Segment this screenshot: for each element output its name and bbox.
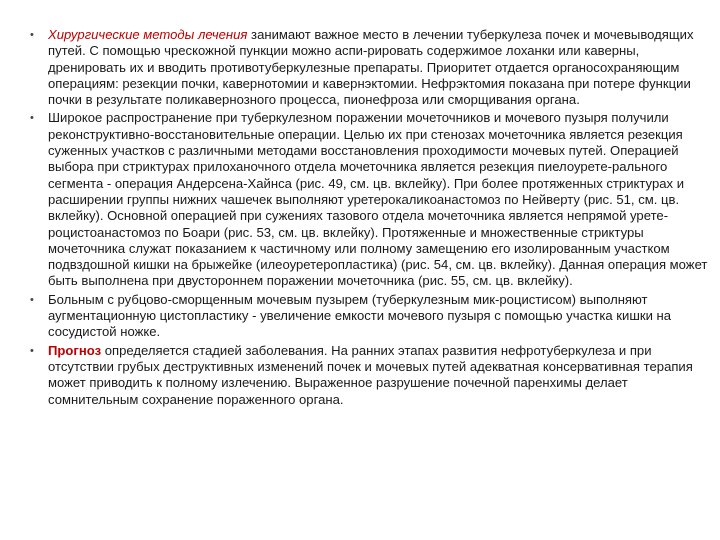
bullet-item-cystoplasty xyxy=(30,292,714,341)
item-body-text: определяется стадией заболевания. На ранних этапах развития нефротуберкулеза и при отсутствии грубых деструктивных изменений почек и мочевых путей адекватная консервативная терапия может приводить к полному излечению. Выраженное разрушение почечной паренхимы делает сомнительным сохранение пораженного органа. xyxy=(48,342,693,407)
bullet-item-reconstructive-operations xyxy=(30,110,714,289)
item-body-text: Широкое распространение при туберкулезном поражении мочеточников и мочевого пузыря получили реконструктивно-восстановительные операции. Целью их при стенозах мочеточника является резекция суженных участков с различными методами восстановления проходимости мочевых путей. Операцией выбора при стриктурах прилоханочного отдела мочеточника является резекция пиелоурете-рального сегмента - операция Андерсена-Хайнса (рис. 49, см. цв. вклейку). При более протяженных стриктурах и расширении группы нижних чашечек выполняют уретерокаликоанастомоз по Нейверту (рис. 51, см. цв. вклейку). Основной операцией при сужениях тазового отдела мочеточника является непрямой урете-роцистоанастомоз по Боари (рис. 53, см. цв. вклейку). Протяженные и множественные стриктуры мочеточника служат показанием к частичному или полному замещению его изолированным участком подвздошной кишки на брыжейке (илеоуретеропластика) (рис. 54, см. цв. вклейку). Данная операция может быть выполнена при двустороннем поражении мочеточника (рис. 55, см. цв. вклейку). xyxy=(48,110,708,289)
bullet-item-surgical-methods xyxy=(30,27,714,108)
bullet-list xyxy=(30,27,714,410)
bullet-item-prognosis xyxy=(30,343,714,408)
item-lead-text: Хирургические методы лечения xyxy=(48,27,248,42)
bullet-dot-icon: • xyxy=(30,112,34,125)
item-lead-text: Прогноз xyxy=(48,342,102,358)
bullet-dot-icon: • xyxy=(30,29,34,41)
item-body-text: Больным с рубцово-сморщенным мочевым пузырем (туберкулезным мик-роцистисом) выполняют аугментационную цистопластику - увеличение емкости мочевого пузыря с помощью участка кишки на сосудистой ножке. xyxy=(48,291,672,340)
bullet-dot-icon: • xyxy=(30,344,34,357)
item-body-text: занимают важное место в лечении туберкулеза почек и мочевыводящих путей. С помощью чрескожной пункции можно аспи-рировать содержимое лоханки или каверны, дренировать их и вводить противотуберкулезные препараты. Приоритет отдается органосохраняющим операциям: резекции почки, кавернотомии и кавернэктомии. Нефрэктомия показана при потере функции почки в результате поликавернозного процесса, пионефроза или сморщивания органа. xyxy=(48,27,694,108)
bullet-dot-icon: • xyxy=(30,293,34,306)
